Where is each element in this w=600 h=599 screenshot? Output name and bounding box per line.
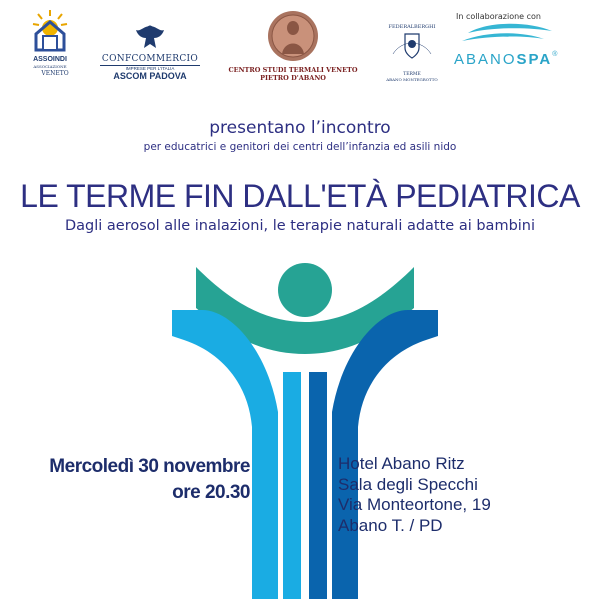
confcommercio-city: ASCOM PADOVA: [113, 71, 187, 81]
abanospa-mark: ®: [552, 51, 560, 58]
venue-line-4: Abano T. / PD: [338, 515, 443, 535]
event-title: LE TERME FIN DALL'ETÀ PEDIATRICA: [20, 178, 580, 214]
event-subtitle: Dagli aerosol alle inalazioni, le terapie naturali adatte ai bambini: [64, 218, 536, 234]
assoindi-name: ASSOINDI: [33, 56, 67, 63]
abanospa-logo: [452, 12, 592, 82]
assoindi-lines: ASSOCIAZIONE: [33, 64, 67, 69]
federalberghi-logo: [385, 18, 439, 82]
event-time: ore 20.30: [172, 482, 250, 503]
venue-line-2: Sala degli Specchi: [338, 474, 478, 494]
confcommercio-logo: [100, 22, 200, 81]
venue-line-1: Hotel Abano Ritz: [338, 454, 465, 473]
abanospa-wordmark: [454, 51, 592, 68]
venue-line-3: Via Monteortone, 19: [338, 495, 491, 514]
audience-line: per educatrici e genitori dei centri dell’infanzia ed asili nido: [143, 141, 457, 153]
wave-icon: [452, 21, 592, 51]
federalberghi-line1: TERME: [403, 72, 421, 77]
right-body: [309, 372, 327, 599]
figure-graphic: [170, 262, 440, 599]
federalberghi-arc-text: FEDERALBERGHI: [388, 24, 436, 30]
eagle-icon: [100, 22, 200, 50]
left-body: [283, 372, 301, 599]
centro-studi-line2: PIETRO D'ABANO: [260, 74, 326, 82]
crest-icon: [385, 18, 439, 68]
confcommercio-tagline: IMPRESE PER L'ITALIA: [125, 66, 175, 71]
medallion-icon: [228, 10, 358, 62]
event-when: [49, 454, 250, 506]
figure-head: [278, 263, 332, 317]
federalberghi-line2: ABANO MONTEGROTTO: [386, 77, 438, 82]
abanospa-name-a: ABANO: [454, 51, 517, 68]
centro-studi-logo: [228, 10, 358, 80]
presentano-heading: presentano l’incontro: [209, 118, 391, 138]
sun-house-icon: [30, 8, 70, 52]
event-venue: [338, 454, 491, 536]
confcommercio-name: CONFCOMMERCIO: [101, 54, 199, 64]
assoindi-logo: [30, 8, 70, 78]
abanospa-name-b: SPA: [516, 51, 553, 68]
collaboration-label: In collaborazione con: [456, 12, 541, 21]
centro-studi-line1: CENTRO STUDI TERMALI VENETO: [228, 66, 358, 74]
assoindi-region: VENETO: [41, 70, 69, 77]
event-date: Mercoledì 30 novembre: [49, 456, 250, 477]
